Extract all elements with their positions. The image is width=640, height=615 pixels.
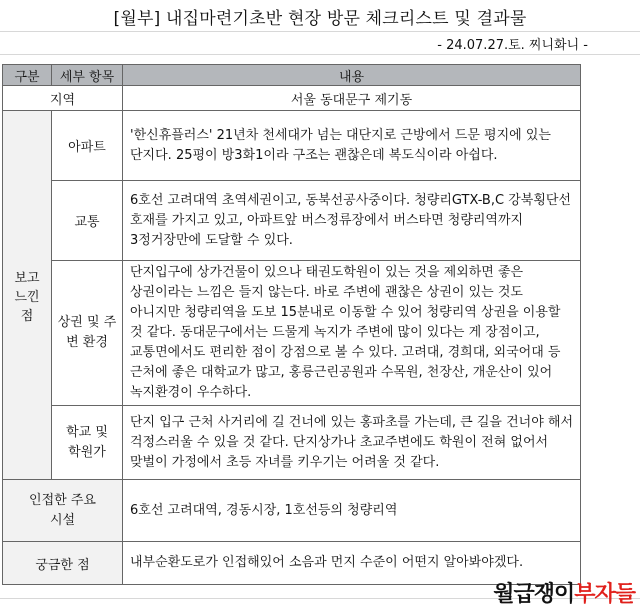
header-content: 내용 [123,65,581,86]
table-row [3,181,581,261]
detail-item-commerce: 상권 및 주변 환경 [52,261,123,406]
detail-text-apartment: '한신휴플러스' 21년차 천세대가 넘는 대단지로 근방에서 드문 평지에 있는 단지다. 25평이 방3화1이라 구조는 괜찮은데 복도식이라 아쉽다. [123,111,581,181]
detail-item-school: 학교 및 학원가 [52,406,123,480]
nearby-row [3,480,581,542]
region-row [3,86,581,111]
header-row [3,65,581,86]
brand-logo-part1: 월급쟁이 [493,582,575,607]
table-row [3,261,581,406]
nearby-text: 6호선 고려대역, 경동시장, 1호선등의 청량리역 [123,480,581,542]
impressions-label: 보고 느낀 점 [3,111,52,480]
brand-logo [493,577,635,608]
detail-text-school: 단지 입구 근처 사거리에 길 건너에 있는 홍파초를 가는데, 큰 길을 건너야 해서 걱정스러울 수 있을 것 같다. 단지상가나 초교주변에도 학원이 전혀 없어서 맞벌이 가정에서 초등 자녀를 키우기는 어려울 것 같다. [123,406,581,480]
table-row [3,406,581,480]
detail-text-transport: 6호선 고려대역 초역세권이고, 동북선공사중이다. 청량리GTX-B,C 강북횡단선 호재를 가지고 있고, 아파트앞 버스정류장에서 버스타면 청량리역까지 3정거장만에 도달할 수 있다. [123,181,581,261]
table-row [3,111,581,181]
region-value: 서울 동대문구 제기동 [123,86,581,111]
nearby-label: 인접한 주요 시설 [3,480,123,542]
detail-item-transport: 교통 [52,181,123,261]
curious-label: 궁금한 점 [3,542,123,585]
detail-text-commerce: 단지입구에 상가건물이 있으나 태권도학원이 있는 것을 제외하면 좋은 상권이라는 느낌은 들지 않는다. 바로 주변에 괜찮은 상권이 있는 것도 아니지만 청량리역을 도보 15분내로 이동할 수 있어 청량리역 상권을 이용할 것 같다. 동대문구에서는 드물게 녹지가 주변에 많이 있다는 게 장점이고, 교통면에서도 편리한 점이 강점으로 볼 수 있다. 고려대, 경희대, 외국어대 등 근처에 좋은 대학교가 많고, 홍릉근린공원과 수목원, 천장산, 개운산이 있어 녹지환경이 우수하다. [123,261,581,406]
date-author-line: - 24.07.27.토. 찌니화니 - [437,38,588,53]
brand-logo-part2: 부자들 [574,582,635,607]
detail-item-apartment: 아파트 [52,111,123,181]
page-title: [월부] 내집마련기초반 현장 방문 체크리스트 및 결과물 [113,9,527,29]
header-detail: 세부 항목 [52,65,123,86]
region-label: 지역 [3,86,123,111]
curious-text: 내부순환도로가 인접해있어 소음과 먼지 수준이 어떤지 알아봐야겠다. [123,542,581,585]
header-category: 구분 [3,65,52,86]
checklist-table [2,64,581,585]
